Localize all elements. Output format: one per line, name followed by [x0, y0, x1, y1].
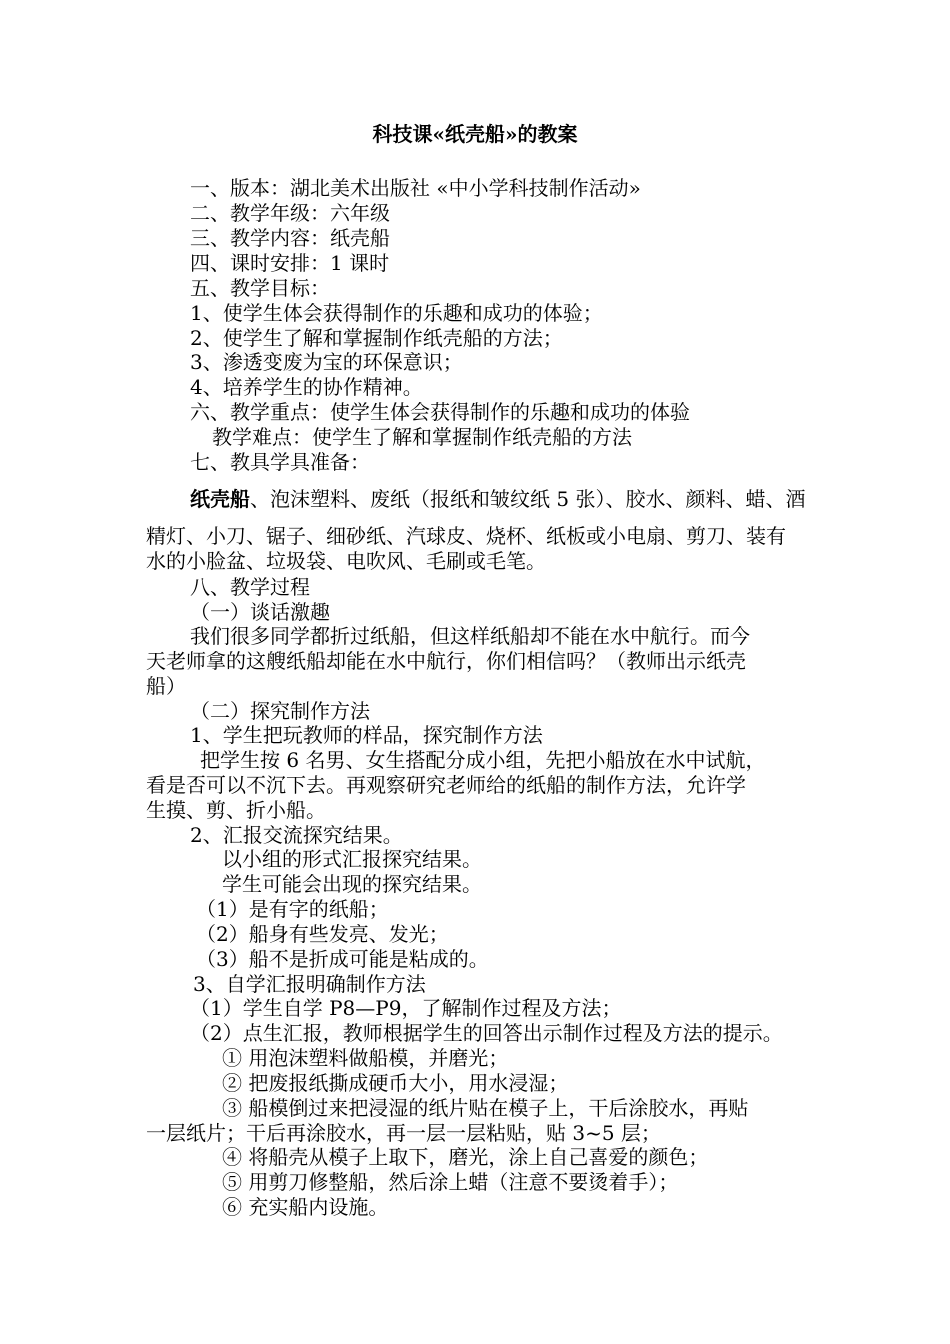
section1-line: 天老师拿的这艘纸船却能在水中航行，你们相信吗？（教师出示纸壳 [146, 649, 746, 673]
procedure-step: ② 把废报纸撕成硬币大小，用水浸湿； [222, 1071, 569, 1095]
step1-line: 看是否可以不沉下去。再观察研究老师给的纸船的制作方法，允许学 [146, 773, 746, 797]
document-title: 科技课«纸壳船»的教案 [372, 122, 578, 146]
result-item: （3）船不是折成可能是粘成的。 [196, 947, 489, 971]
difficulty: 教学难点：使学生了解和掌握制作纸壳船的方法 [212, 425, 632, 449]
materials-line: 水的小脸盆、垃圾袋、电吹风、毛刷或毛笔。 [146, 549, 546, 573]
info-schedule: 四、课时安排：1 课时 [190, 251, 390, 275]
materials-heading: 七、教具学具准备： [190, 450, 370, 474]
goal-item: 4、培养学生的协作精神。 [190, 375, 423, 399]
info-content: 三、教学内容：纸壳船 [190, 226, 390, 250]
section1-line: 船） [146, 674, 186, 698]
step2-line: 以小组的形式汇报探究结果。 [222, 847, 482, 871]
procedure-step: ⑤ 用剪刀修整船，然后涂上蜡（注意不要烫着手）； [222, 1170, 679, 1194]
step2-heading: 2、汇报交流探究结果。 [190, 823, 403, 847]
step3-item: （1）学生自学 P8—P9，了解制作过程及方法； [190, 996, 622, 1020]
step3-heading: 3、自学汇报明确制作方法 [193, 972, 426, 996]
info-version: 一、版本：湖北美术出版社 «中小学科技制作活动» [190, 176, 641, 200]
materials-bold: 纸壳船 [190, 487, 250, 511]
key-point: 六、教学重点：使学生体会获得制作的乐趣和成功的体验 [190, 400, 690, 424]
goal-item: 1、使学生体会获得制作的乐趣和成功的体验； [190, 301, 603, 325]
procedure-step: ④ 将船壳从模子上取下，磨光，涂上自己喜爱的颜色； [222, 1145, 709, 1169]
step1-heading: 1、学生把玩教师的样品，探究制作方法 [190, 723, 543, 747]
materials-line-rest: 、泡沫塑料、废纸（报纸和皱纹纸 5 张）、胶水、颜料、蜡、酒 [250, 487, 806, 511]
materials-line: 精灯、小刀、锯子、细砂纸、汽球皮、烧杯、纸板或小电扇、剪刀、装有 [146, 524, 786, 548]
procedure-step: ③ 船模倒过来把浸湿的纸片贴在模子上，干后涂胶水，再贴 [222, 1096, 749, 1120]
step1-line: 把学生按 6 名男、女生搭配分成小组，先把小船放在水中试航， [200, 748, 766, 772]
result-item: （1）是有字的纸船； [196, 897, 389, 921]
step3-item: （2）点生汇报，教师根据学生的回答出示制作过程及方法的提示。 [190, 1021, 783, 1045]
goal-item: 3、渗透变废为宝的环保意识； [190, 350, 463, 374]
procedure-step: 一层纸片；干后再涂胶水，再一层一层粘贴，贴 3~5 层； [146, 1121, 661, 1145]
goals-heading: 五、教学目标： [190, 276, 330, 300]
result-item: （2）船身有些发亮、发光； [196, 922, 449, 946]
step2-line: 学生可能会出现的探究结果。 [222, 872, 482, 896]
procedure-step: ⑥ 充实船内设施。 [222, 1195, 389, 1219]
section1-line: 我们很多同学都折过纸船，但这样纸船却不能在水中航行。而今 [190, 624, 750, 648]
step1-line: 生摸、剪、折小船。 [146, 798, 326, 822]
section1-heading: （一）谈话激趣 [190, 600, 330, 624]
materials-line [190, 487, 805, 511]
process-heading: 八、教学过程 [190, 575, 310, 599]
procedure-step: ① 用泡沫塑料做船模，并磨光； [222, 1046, 509, 1070]
goal-item: 2、使学生了解和掌握制作纸壳船的方法； [190, 326, 563, 350]
info-grade: 二、教学年级：六年级 [190, 201, 390, 225]
section2-heading: （二）探究制作方法 [190, 699, 370, 723]
